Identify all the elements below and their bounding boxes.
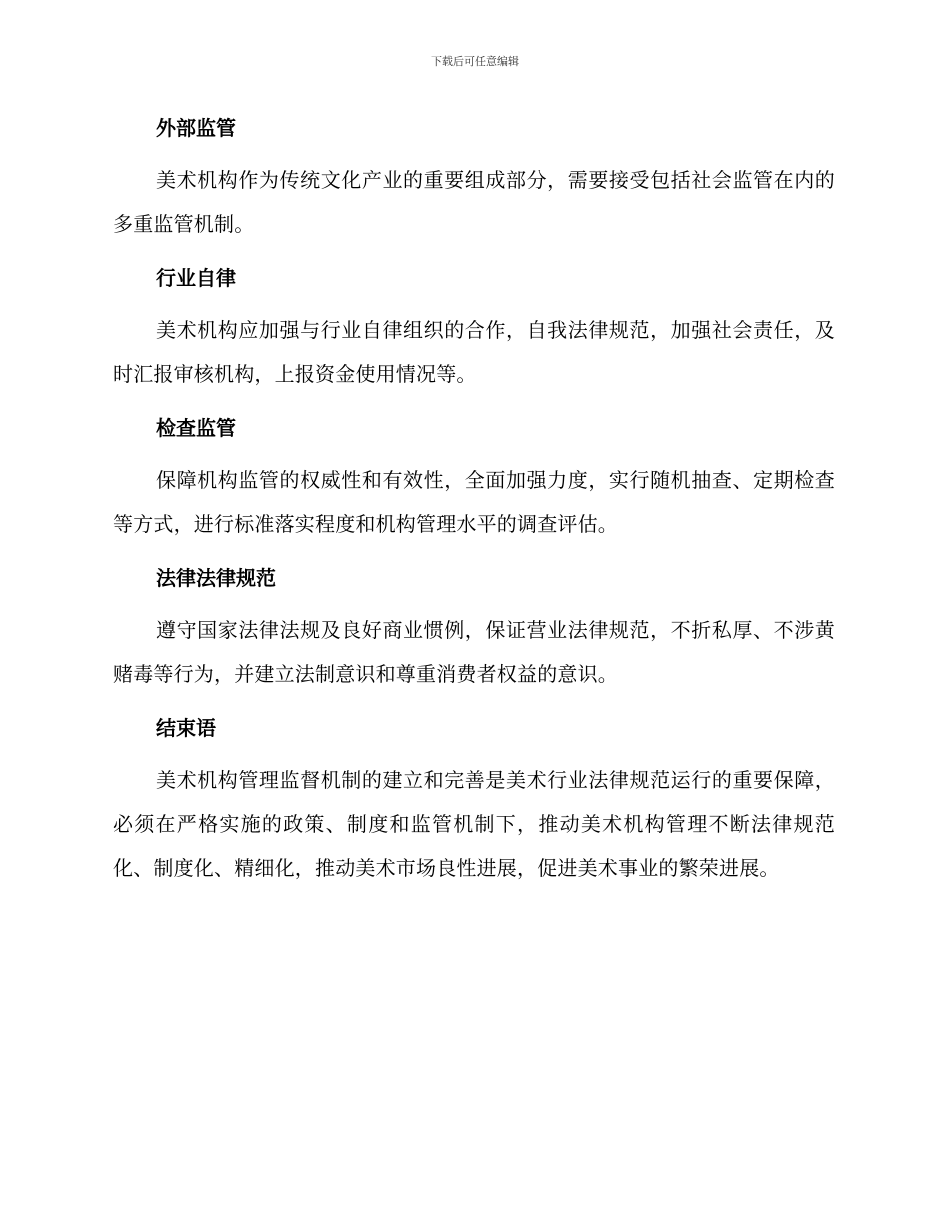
section-heading: 外部监管 <box>156 116 236 140</box>
section-conclusion <box>113 708 835 890</box>
section-inspection-supervision <box>113 408 835 546</box>
section-heading: 结束语 <box>156 716 216 740</box>
document-body <box>113 108 835 902</box>
section-heading: 检查监管 <box>156 416 236 440</box>
section-paragraph: 美术机构管理监督机制的建立和完善是美术行业法律规范运行的重要保障，必须在严格实施的政策、制度和监管机制下，推动美术机构管理不断法律规范化、制度化、精细化，推动美术市场良性进展，促进美术事业的繁荣进展。 <box>113 768 835 880</box>
section-industry-self-discipline <box>113 258 835 396</box>
section-paragraph: 遵守国家法律法规及良好商业惯例，保证营业法律规范，不折私厚、不涉黄赌毒等行为，并建立法制意识和尊重消费者权益的意识。 <box>113 618 835 686</box>
section-heading: 法律法律规范 <box>156 566 276 590</box>
section-heading: 行业自律 <box>156 266 236 290</box>
section-external-supervision <box>113 108 835 246</box>
section-paragraph: 美术机构应加强与行业自律组织的合作，自我法律规范，加强社会责任，及时汇报审核机构，上报资金使用情况等。 <box>113 318 835 386</box>
section-paragraph: 美术机构作为传统文化产业的重要组成部分，需要接受包括社会监管在内的多重监管机制。 <box>113 168 835 236</box>
section-paragraph: 保障机构监管的权威性和有效性，全面加强力度，实行随机抽查、定期检查等方式，进行标准落实程度和机构管理水平的调查评估。 <box>113 468 835 536</box>
header-note: 下载后可任意编辑 <box>431 55 519 68</box>
section-legal-norms <box>113 558 835 696</box>
